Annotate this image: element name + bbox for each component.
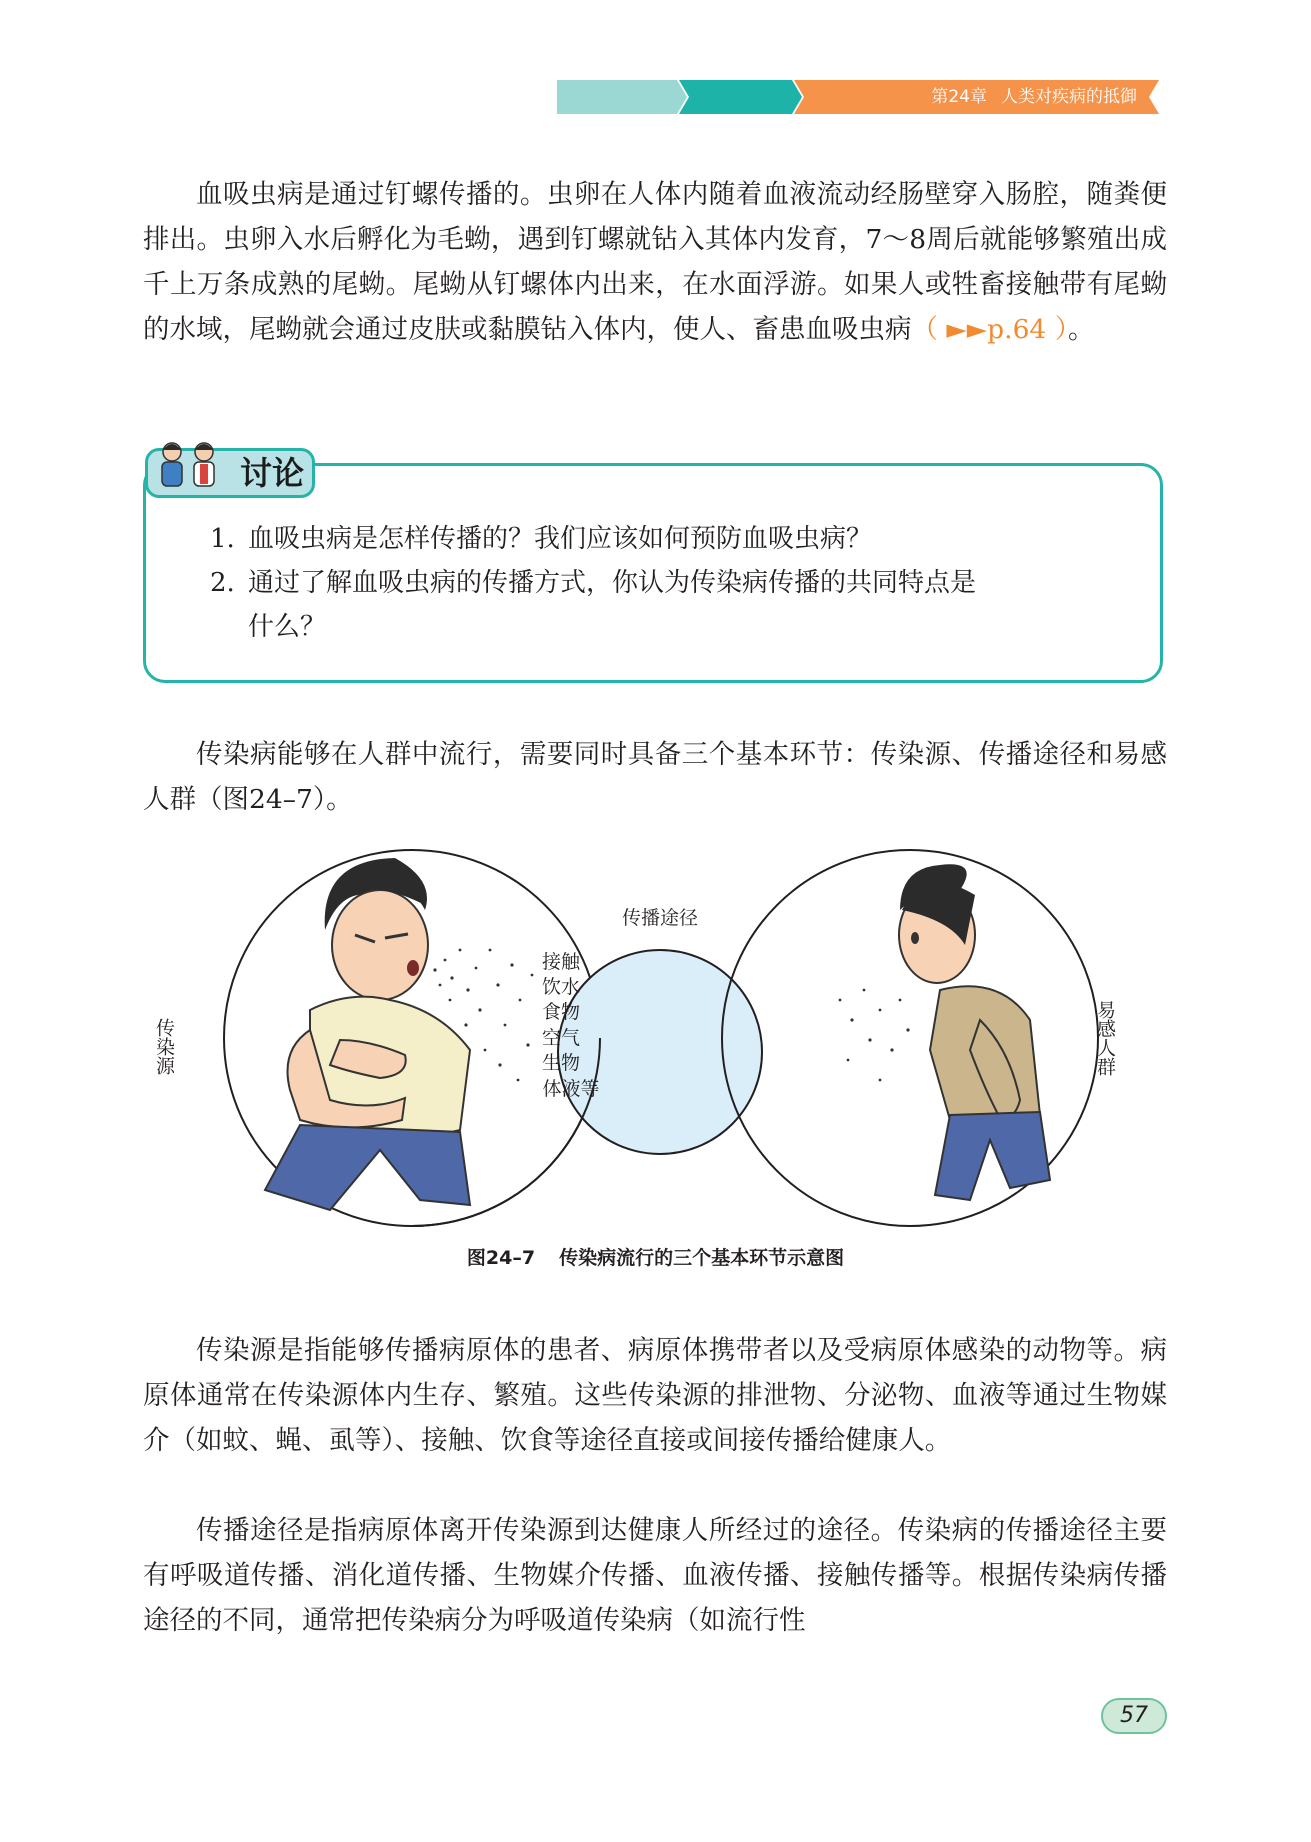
discussion-question-2-cont: 什么？ [248, 612, 327, 642]
route-item: 接触 [541, 951, 581, 973]
discussion-question-2 [210, 561, 976, 605]
discussion-label: 讨论 [240, 454, 305, 492]
two-students-icon [150, 438, 230, 498]
question-text: 通过了解血吸虫病的传播方式，你认为传染病传播的共同特点是 [248, 568, 977, 598]
question-number: 2. [210, 568, 235, 598]
figure-24-7-diagram [153, 850, 1140, 1230]
route-item: 生物 [541, 1052, 581, 1074]
intro-paragraph [143, 172, 1167, 352]
droplets-right [839, 989, 910, 1082]
route-item: 空气 [541, 1027, 581, 1049]
intro-text: 血吸虫病是通过钉螺传播的。虫卵在人体内随着血液流动经肠壁穿入肠腔，随粪便排出。虫卵入水后孵化为毛蚴，遇到钉螺就钻入其体内发育，7～8周后就能够繁殖出成千上万条成熟的尾蚴。尾蚴从钉螺体内出来，在水面浮游。如果人或牲畜接触带有尾蚴的水域，尾蚴就会通过皮肤或黏膜钻入体内，使人、畜患血吸虫病 [143, 179, 1167, 345]
route-item: 体液等 [542, 1078, 600, 1100]
question-number: 1. [210, 524, 235, 554]
discussion-question-1 [210, 517, 872, 561]
figure-number: 图24–7 [466, 1247, 536, 1269]
question-text: 血吸虫病是怎样传播的？我们应该如何预防血吸虫病？ [248, 524, 873, 554]
paragraph-three-links: 传染病能够在人群中流行，需要同时具备三个基本环节：传染源、传播途径和易感人群（图24–7）。 [143, 739, 1167, 815]
chapter-title [917, 80, 1137, 114]
page-reference-link[interactable]: （ ►►p.64 ） [911, 314, 1068, 345]
chapter-name: 人类对疾病的抵御 [1001, 87, 1137, 107]
chapter-number: 第24章 [931, 87, 987, 107]
paragraph-source: 传染源是指能够传播病原体的患者、病原体携带者以及受病原体感染的动物等。病原体通常在传染源体内生存、繁殖。这些传染源的排泄物、分泌物、血液等通过生物媒介（如蚊、蝇、虱等）、接触、饮食等途径直接或间接传播给健康人。 [143, 1335, 1167, 1456]
source-label: 传染源 [153, 1018, 175, 1075]
susceptible-boy-illustration [899, 864, 1050, 1200]
figure-caption-text: 传染病流行的三个基本环节示意图 [559, 1247, 845, 1269]
page-number: 57 [1101, 1698, 1167, 1734]
paragraph-routes: 传播途径是指病原体离开传染源到达健康人所经过的途径。传染病的传播途径主要有呼吸道传播、消化道传播、生物媒介传播、血液传播、接触传播等。根据传染病传播途径的不同，通常把传染病分为呼吸道传染病（如流行性 [143, 1515, 1167, 1636]
route-title-label: 传播途径 [621, 907, 699, 929]
route-item: 食物 [541, 1001, 581, 1023]
susceptible-label: 易感人群 [1094, 1000, 1116, 1076]
route-item: 饮水 [541, 976, 581, 998]
chapter-header-ribbon [557, 80, 1159, 114]
figure-caption [0, 1243, 1311, 1270]
intro-end: 。 [1067, 314, 1095, 345]
